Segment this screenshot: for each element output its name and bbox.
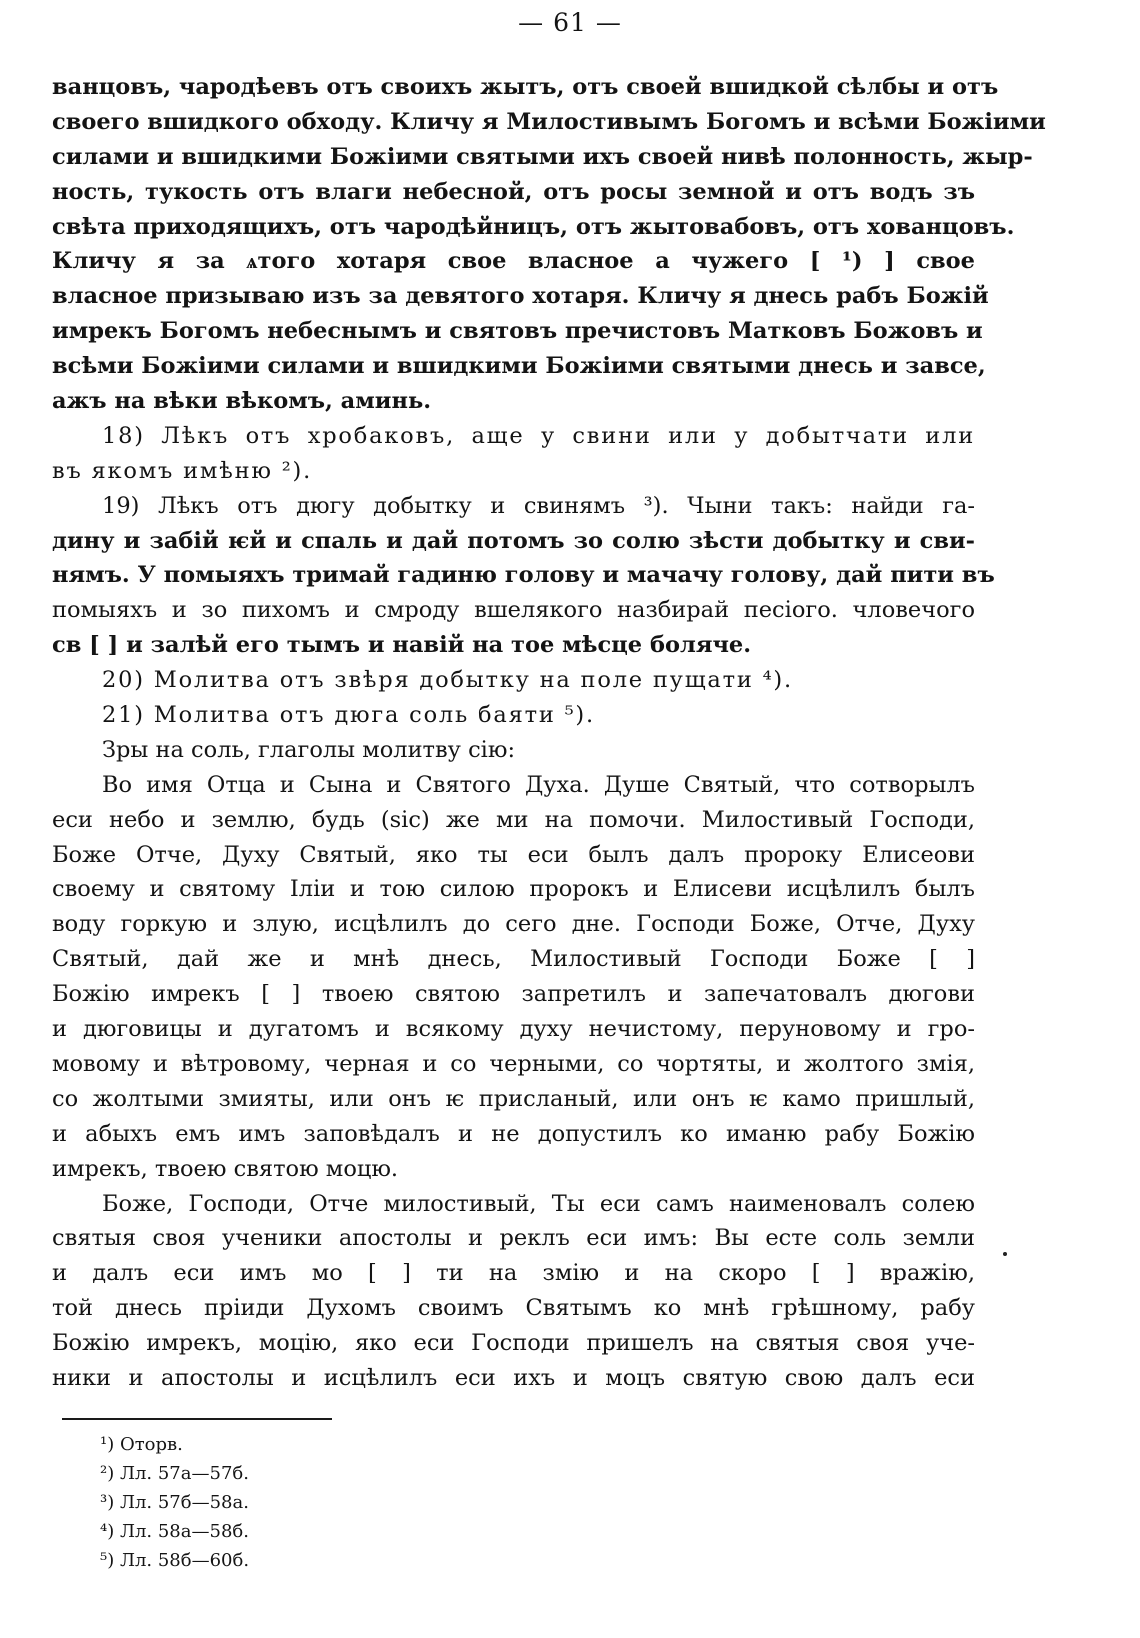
text-line-38: ники и апостолы и исцѣлилъ еси ихъ и моцъ святую свою далъ еси (52, 1364, 975, 1391)
text-line-5: свѣта приходящихъ, отъ чародѣйницъ, отъ жытовабовъ, отъ хованцовъ. (52, 213, 1015, 240)
text-line-18: 20) Молитва отъ звѣря добытку на поле пущати ⁴). (102, 667, 793, 694)
text-line-13: 19) Лѣкъ отъ дюгу добытку и свинямъ ³). Чыни такъ: найди га- (102, 492, 975, 519)
text-line-6: Кличу я за ѧтого хотаря свое власное а чужего [ ¹) ] свое (52, 248, 975, 275)
body-text (52, 70, 1046, 1396)
text-line-28: и дюговицы и дугатомъ и всякому духу нечистому, перуновому и гро- (52, 1016, 975, 1043)
text-line-22: еси небо и землю, будь (sic) же ми на помочи. Милостивый Господи, (52, 806, 975, 833)
text-line-33: Боже, Господи, Отче милостивый, Ты еси самъ наименовалъ солею (102, 1190, 975, 1217)
text-line-11: 18) Лѣкъ отъ хробаковъ, аще у свини или у добытчати или (102, 422, 975, 449)
page-number: — 61 — (518, 8, 622, 37)
text-line-20: Зры на соль, глаголы молитву сію: (102, 736, 516, 763)
text-line-29: мовому и вѣтровому, черная и со черными, со чортяты, и жолтого змія, (52, 1050, 975, 1077)
footnotes (100, 1430, 600, 1575)
text-line-23: Боже Отче, Духу Святый, яко ты еси былъ далъ пророку Елисеови (52, 841, 975, 868)
ink-speck (1003, 1252, 1007, 1256)
text-line-14: дину и забій ѥй и спаль и дай потомъ зо солю зѣсти добытку и сви- (52, 527, 975, 554)
text-line-8: имрекъ Богомъ небеснымъ и святовъ пречистовъ Матковъ Божовъ и (52, 318, 983, 345)
text-line-26: Святый, дай же и мнѣ днесь, Милостивый Господи Боже [ ] (52, 946, 975, 973)
text-line-2: своего вшидкого обходу. Кличу я Милостивымъ Богомъ и всѣми Божіими (52, 108, 1046, 135)
text-line-15: нямъ. У помыяхъ тримай гадиню голову и мачачу голову, дай пити въ (52, 562, 995, 589)
text-line-19: 21) Молитва отъ дюга соль баяти ⁵). (102, 702, 595, 729)
text-line-4: ность, тукость отъ влаги небесной, отъ росы земной и отъ водъ зъ (52, 178, 975, 205)
text-line-37: Божію имрекъ, моцію, яко еси Господи пришелъ на святыя своя уче- (52, 1330, 975, 1357)
text-line-21: Во имя Отца и Сына и Святого Духа. Душе Святый, что сотворылъ (102, 771, 975, 798)
text-line-35: и далъ еси имъ мо [ ] ти на змію и на скоро [ ] вражію, (52, 1260, 975, 1287)
text-line-24: своему и святому Іліи и тою силою пророкъ и Елисеви исцѣлилъ былъ (52, 876, 975, 903)
text-line-27: Божію имрекъ [ ] твоею святою запретилъ и запечатовалъ дюгови (52, 981, 975, 1008)
text-line-16: помыяхъ и зо пихомъ и смроду вшелякого назбирай песіого. чловечого (52, 597, 975, 624)
text-line-7: власное призываю изъ за девятого хотаря. Кличу я днесь рабъ Божій (52, 283, 989, 310)
text-line-9: всѣми Божіими силами и вшидкими Божіими святыми днесь и завсе, (52, 353, 986, 380)
footnote-1: ¹) Оторв. (100, 1434, 183, 1455)
text-line-25: воду горкую и злую, исцѣлилъ до сего дне. Господи Боже, Отче, Духу (52, 911, 975, 938)
text-line-32: имрекъ, твоею святою моцю. (52, 1155, 399, 1182)
text-line-17: св [ ] и залѣй его тымъ и навій на тое мѣсце боляче. (52, 632, 752, 659)
footnote-3: ³) Лл. 57б—58а. (100, 1492, 249, 1513)
text-line-34: святыя своя ученики апостолы и реклъ еси имъ: Вы есте соль земли (52, 1225, 975, 1252)
text-line-31: и абыхъ емъ имъ заповѣдалъ и не допустилъ ко иманю рабу Божію (52, 1120, 975, 1147)
footnote-4: ⁴) Лл. 58а—58б. (100, 1521, 249, 1542)
text-line-36: той днесь пріиди Духомъ своимъ Святымъ ко мнѣ грѣшному, рабу (52, 1295, 975, 1322)
text-line-10: ажъ на вѣки вѣкомъ, аминь. (52, 388, 432, 415)
text-line-1: ванцовъ, чародѣевъ отъ своихъ жытъ, отъ своей вшидкой сѣлбы и отъ (52, 74, 999, 100)
footnote-divider (62, 1418, 332, 1420)
footnote-2: ²) Лл. 57а—57б. (100, 1463, 249, 1484)
footnote-5: ⁵) Лл. 58б—60б. (100, 1550, 250, 1571)
text-line-30: со жолтыми змияты, или онъ ѥ присланый, или онъ ѥ камо пришлый, (52, 1085, 975, 1112)
text-line-3: силами и вшидкими Божіими святыми ихъ своей нивѣ полонность, жыр- (52, 143, 1033, 170)
text-line-12: въ якомъ имѣню ²). (52, 457, 313, 484)
